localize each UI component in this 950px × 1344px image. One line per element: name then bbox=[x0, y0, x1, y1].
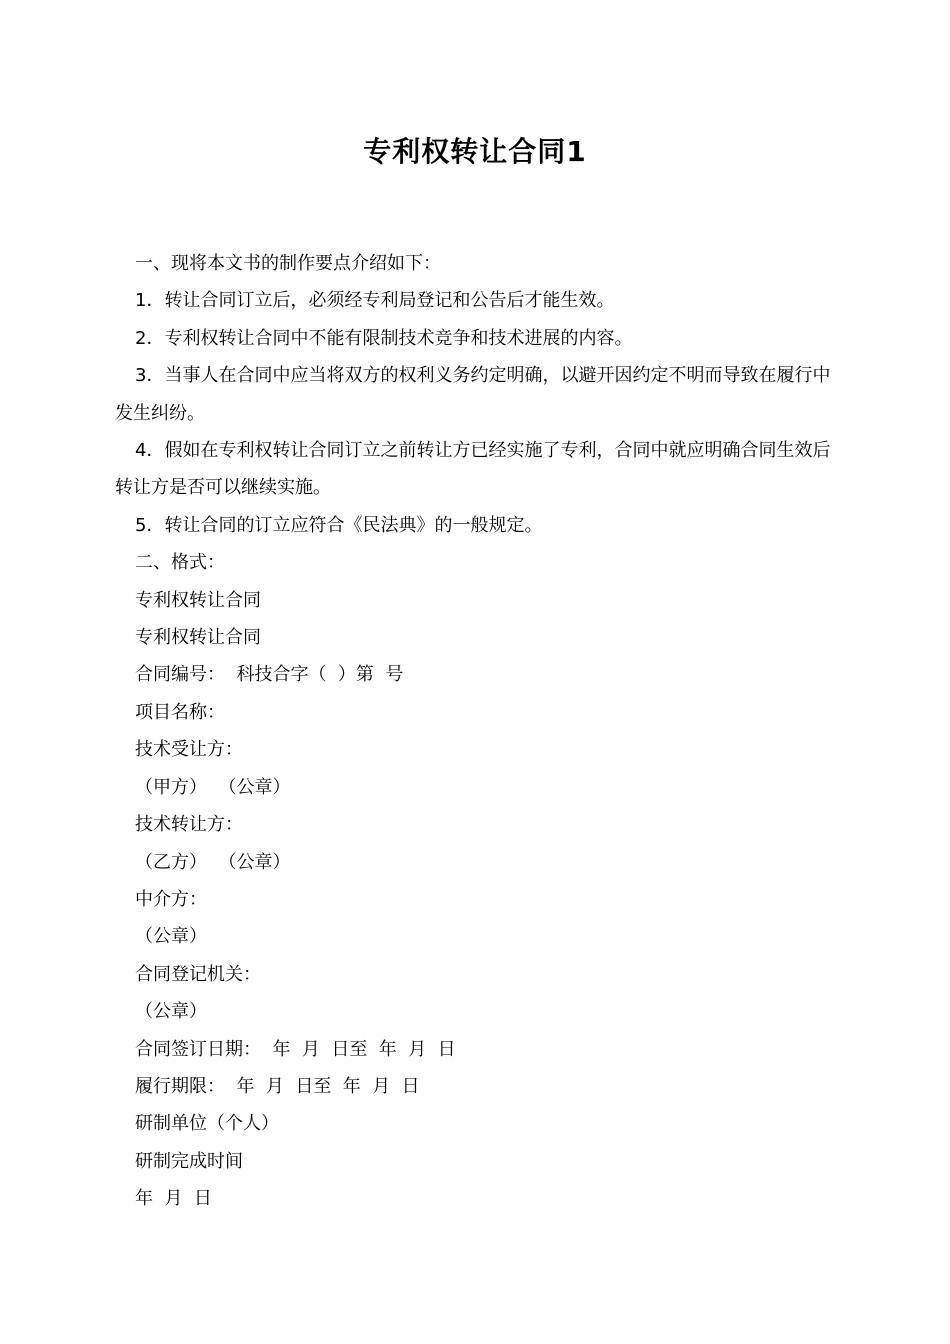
registration-seal-line: （公章） bbox=[135, 1001, 207, 1023]
form-title-1: 专利权转让合同 bbox=[135, 589, 261, 611]
point-5: 5．转让合同的订立应符合《民法典》的一般规定。 bbox=[135, 514, 543, 536]
registration-authority-line: 合同登记机关： bbox=[135, 963, 261, 985]
transferor-line: 技术转让方： bbox=[135, 814, 243, 836]
point-4: 4．假如在专利权转让合同订立之前转让方已经实施了专利，合同中就应明确合同生效后转让方是否可以继续实施。 bbox=[115, 440, 831, 499]
intermediary-line: 中介方： bbox=[135, 888, 207, 910]
point-1: 1．转让合同订立后，必须经专利局登记和公告后才能生效。 bbox=[135, 290, 615, 312]
completion-date-line: 年 月 日 bbox=[135, 1188, 212, 1210]
intro-heading: 一、现将本文书的制作要点介绍如下： bbox=[135, 253, 441, 274]
party-a-seal-line: （甲方） （公章） bbox=[135, 776, 291, 798]
party-b-seal-line: （乙方） （公章） bbox=[135, 851, 291, 873]
intermediary-seal-line: （公章） bbox=[135, 926, 207, 948]
format-heading: 二、格式： bbox=[135, 552, 225, 574]
contract-number-line: 合同编号： 科技合字（ ）第 号 bbox=[135, 664, 404, 686]
developer-line: 研制单位（个人） bbox=[135, 1113, 279, 1135]
completion-time-line: 研制完成时间 bbox=[135, 1150, 243, 1172]
document-body bbox=[115, 245, 840, 1218]
document-title: 专利权转让合同1 bbox=[363, 135, 587, 168]
point-2: 2．专利权转让合同中不能有限制技术竞争和技术进展的内容。 bbox=[135, 327, 633, 349]
point-3: 3．当事人在合同中应当将双方的权利义务约定明确，以避开因约定不明而导致在履行中发生纠纷。 bbox=[115, 365, 831, 424]
signing-date-line: 合同签订日期： 年 月 日至 年 月 日 bbox=[135, 1038, 456, 1060]
transferee-line: 技术受让方： bbox=[135, 739, 243, 761]
form-title-2: 专利权转让合同 bbox=[135, 627, 261, 649]
performance-period-line: 履行期限： 年 月 日至 年 月 日 bbox=[135, 1075, 420, 1097]
project-name-line: 项目名称： bbox=[135, 701, 225, 723]
